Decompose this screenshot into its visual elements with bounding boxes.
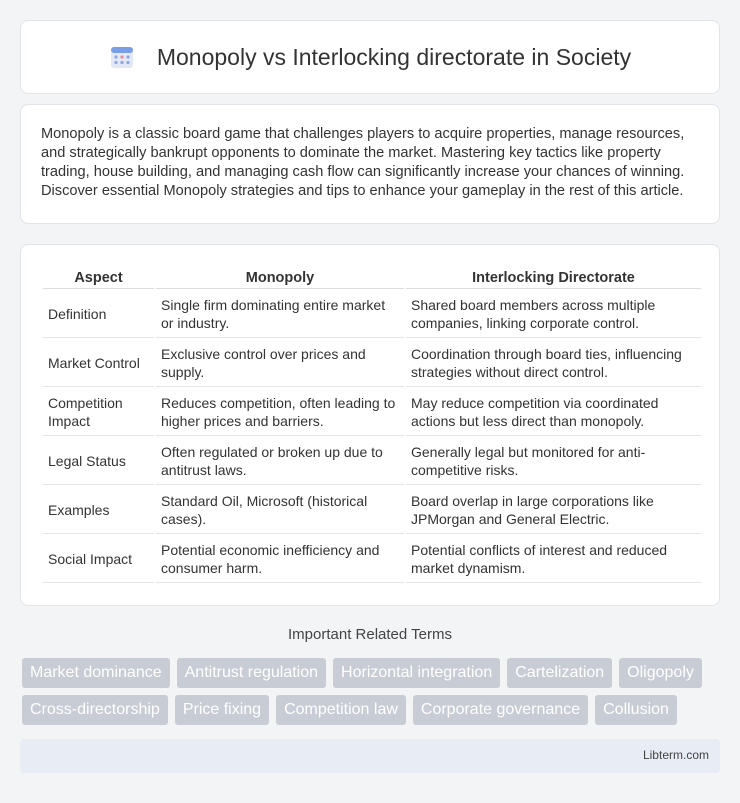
term-tag[interactable]: Corporate governance — [413, 695, 588, 725]
related-terms-list — [22, 658, 722, 725]
footer — [20, 739, 720, 773]
table-cell: Single firm dominating entire market or industry. — [156, 291, 404, 338]
table-cell: May reduce competition via coordinated actions but less direct than monopoly. — [406, 389, 701, 436]
table-cell: Shared board members across multiple companies, linking corporate control. — [406, 291, 701, 338]
intro-card — [20, 104, 720, 224]
table-row — [43, 536, 701, 583]
table-header-row — [43, 267, 701, 289]
table-cell-aspect: Definition — [43, 291, 154, 338]
comparison-table — [41, 265, 703, 585]
term-tag[interactable]: Oligopoly — [619, 658, 702, 688]
table-cell: Generally legal but monitored for anti-competitive risks. — [406, 438, 701, 485]
table-row — [43, 340, 701, 387]
table-cell: Often regulated or broken up due to antitrust laws. — [156, 438, 404, 485]
table-row — [43, 438, 701, 485]
column-header: Interlocking Directorate — [406, 267, 701, 289]
table-cell: Reduces competition, often leading to higher prices and barriers. — [156, 389, 404, 436]
table-row — [43, 487, 701, 534]
term-tag[interactable]: Collusion — [595, 695, 677, 725]
term-tag[interactable]: Market dominance — [22, 658, 170, 688]
table-cell: Exclusive control over prices and supply. — [156, 340, 404, 387]
page-title: Monopoly vs Interlocking directorate in Society — [156, 43, 632, 70]
column-header: Aspect — [43, 267, 154, 289]
intro-text: Monopoly is a classic board game that challenges players to acquire properties, manage resources, and strategically bankrupt opponents to dominate the market. Mastering key tactics like property trading, house building, and managing cash flow can significantly increase your chances of winning. Discover essential Monopoly strategies and tips to enhance your gameplay in the rest of this article. — [41, 126, 685, 199]
term-tag[interactable]: Cross-directorship — [22, 695, 168, 725]
table-cell-aspect: Examples — [43, 487, 154, 534]
column-header: Monopoly — [156, 267, 404, 289]
term-tag[interactable]: Competition law — [276, 695, 406, 725]
table-cell-aspect: Market Control — [43, 340, 154, 387]
table-cell: Potential economic inefficiency and consumer harm. — [156, 536, 404, 583]
footer-site-link[interactable]: Libterm.com — [642, 748, 709, 762]
table-cell: Coordination through board ties, influencing strategies without direct control. — [406, 340, 701, 387]
table-cell-aspect: Social Impact — [43, 536, 154, 583]
title-card — [20, 20, 720, 94]
related-terms-heading: Important Related Terms — [288, 626, 452, 643]
term-tag[interactable]: Cartelization — [507, 658, 612, 688]
table-cell: Potential conflicts of interest and reduced market dynamism. — [406, 536, 701, 583]
term-tag[interactable]: Price fixing — [175, 695, 269, 725]
table-cell: Standard Oil, Microsoft (historical cases). — [156, 487, 404, 534]
table-cell-aspect: Competition Impact — [43, 389, 154, 436]
term-tag[interactable]: Antitrust regulation — [177, 658, 326, 688]
term-tag[interactable]: Horizontal integration — [333, 658, 500, 688]
calendar-grid-icon — [109, 44, 135, 70]
table-row — [43, 389, 701, 436]
table-row — [43, 291, 701, 338]
table-cell-aspect: Legal Status — [43, 438, 154, 485]
comparison-card — [20, 244, 720, 606]
table-cell: Board overlap in large corporations like JPMorgan and General Electric. — [406, 487, 701, 534]
